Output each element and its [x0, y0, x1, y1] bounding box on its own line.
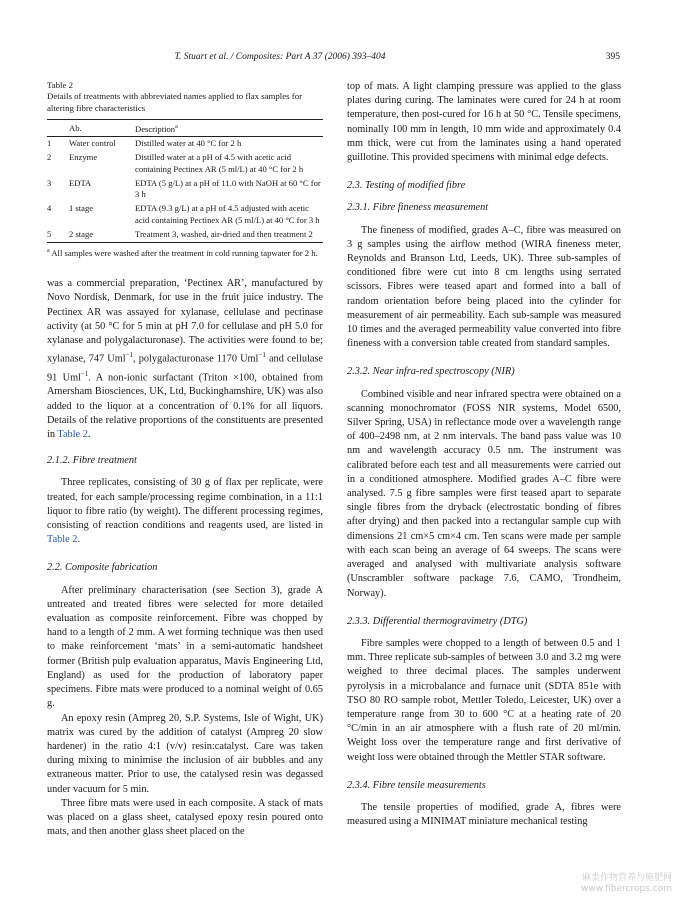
watermark-line-2: www.fibercrops.com [581, 884, 672, 894]
watermark-line-1: 麻类作物营养与施肥网 [581, 873, 672, 883]
nir-paragraph: Combined visible and near infrared spectra were obtained on a scanning monochromator (FOSS NIR systems, Model 6500, Silver Spring, USA) in reflectance mode over a wavelength range of 400–2498 nm, at 2 nm intervals. The band pass value was 10 nm and wavelength accuracy 0.5 nm. The instrument was calibrated before each test and all measurements were carried out in a conditioned atmosphere. Modified grades A–C fibre were analysed. 7.5 g fibre samples were first teased apart to separate single fibres from the dryback (electrostatic bonding of fibres after drying) and then packed into a rectangular sample cup with dimensions 21 cm×5 cm×4 cm. Ten scans were made per sample with each scan being an average of 64 sweeps. The scans were averaged and analysed with multivariate analysis software (Unscrambler software package 7.6, CAMO, Trondheim, Norway). [347, 388, 621, 599]
superscript: −1 [258, 351, 266, 360]
table-row [47, 177, 323, 202]
epoxy-resin-paragraph: An epoxy resin (Ampreg 20, S.P. Systems, Isle of Wight, UK) matrix was cured by the addition of catalyst (Ampreg 20 slow hardener) in the ratio 4:1 (v/v) resin:catalyst. Care was taken during mixing to minimise the inclusion of air bubbles and any extraneous matter. Prior to use, the catalysed resin was degassed under vacuum for 5 min. [47, 712, 323, 795]
header-abbreviation: Ab. [69, 120, 135, 137]
section-heading-2-3-3: 2.3.3. Differential thermogravimetry (DTG) [347, 615, 528, 627]
table-row [47, 137, 323, 152]
row-abbreviation: EDTA [69, 177, 92, 188]
text-segment: , polygalacturonase 1170 Uml [133, 353, 259, 365]
text-segment: . A non-ionic surfactant (Triton ×100, obtained from Amersham Biosciences, UK, Ltd, Buckinghamshire, UK) was also added to the liquor at a concentration of 0.1% for all liquors. Details of the relative proportions of the constituents are presented in [47, 372, 323, 441]
footnote-text: All samples were washed after the treatment in cold running tapwater for 2 h. [49, 247, 318, 258]
running-header [0, 52, 678, 66]
left-column [47, 80, 323, 839]
composite-fabrication-paragraph: After preliminary characterisation (see Section 3), grade A untreated and treated fibres were selected for more detailed evaluation as composite reinforcement. Fibre was chopped by hand to a length of 2 mm. A wet forming technique was then used to make reinforcement ‘mats’ in a semi-automatic handsheet former (British pulp evaluation apparatus, Mavis Engineering Ltd, England) as used for the production of laboratory paper specimens. Fibre mats were produced to a nominal weight of 0.65 g. [47, 584, 323, 710]
text-segment: . [77, 534, 81, 546]
row-number: 4 [47, 203, 52, 214]
row-abbreviation: Water control [69, 138, 116, 149]
superscript: −1 [80, 369, 89, 378]
row-description: EDTA (5 g/L) at a pH of 11.0 with NaOH at 60 °C for 3 h [135, 177, 321, 200]
table-title: Details of treatments with abbreviated names applied to flax samples for altering fibre characteristics [47, 91, 303, 113]
page-number: 395 [605, 52, 620, 62]
table-caption [47, 80, 323, 114]
row-number: 5 [47, 228, 69, 243]
section-heading-2-3-1: 2.3.1. Fibre fineness measurement [347, 202, 489, 214]
pectinex-paragraph [47, 277, 323, 442]
section-heading-2-3: 2.3. Testing of modified fibre [347, 180, 466, 192]
footnote-mark: a [47, 247, 50, 254]
treatments-table [47, 119, 323, 243]
table-row [47, 228, 323, 243]
table-2-link[interactable]: Table 2 [47, 534, 78, 546]
row-abbreviation: 2 stage [69, 228, 135, 243]
text-segment: . [87, 429, 91, 441]
row-description: Treatment 3, washed, air-dried and then treatment 2 [135, 228, 323, 243]
text-segment: and cellulase 91 Uml [47, 353, 323, 384]
right-column [347, 80, 621, 829]
section-heading-2-3-2: 2.3.2. Near infra-red spectroscopy (NIR) [347, 366, 515, 378]
text-segment: Three replicates, consisting of 30 g of flax per replicate, were treated, for each sample/processing regime combination, in a 11:1 liquor to fibre ratio (by weight). The different processing regimes, consisting of reaction conditions and reagents used, are listed in [47, 477, 323, 532]
row-description: Distilled water at a pH of 4.5 with acetic acid containing Pectinex AR (5 ml/L) at 40 °C for 2 h [135, 152, 304, 174]
header-description [135, 120, 323, 137]
row-abbreviation: 1 stage [69, 203, 94, 214]
row-description: EDTA (9.3 g/L) at a pH of 4.5 adjusted with acetic acid containing Pectinex AR (5 ml/L) at 40 °C for 3 h [135, 203, 320, 225]
row-number: 2 [47, 152, 52, 163]
section-heading-2-2: 2.2. Composite fabrication [47, 562, 158, 574]
header-description-label: Description [135, 124, 176, 135]
table-row [47, 202, 323, 227]
row-number: 3 [47, 177, 52, 188]
watermark [581, 873, 672, 895]
table-header-row [47, 120, 323, 137]
tensile-paragraph: The tensile properties of modified, grade A, fibres were measured using a MINIMAT miniature mechanical testing [347, 801, 621, 828]
dtg-paragraph: Fibre samples were chopped to a length of between 0.5 and 1 mm. Three replicate sub-samples of between 3.0 and 3.2 mg were weighed to three decimal places. The samples underwent pyrolysis in a microbalance and furnace unit (SDTA 851e with TSO 80 RO sample robot, Mettler Toledo, Leicester, UK) over a temperature range from 30 to 600 °C at a heating rate of 20 °C/min in an air atmosphere with a flush rate of 20 ml/min. Weight loss over the temperature range and first derivative of weight loss were obtained through the Mettler STAR software. [347, 637, 621, 763]
row-abbreviation: Enzyme [69, 152, 98, 163]
journal-citation: T. Stuart et al. / Composites: Part A 37 (2006) 393–404 [174, 52, 386, 62]
fibre-treatment-paragraph [47, 476, 323, 547]
table-row [47, 151, 323, 176]
section-heading-2-3-4: 2.3.4. Fibre tensile measurements [347, 779, 486, 791]
row-number: 1 [47, 138, 52, 149]
text-segment: was a commercial preparation, ‘Pectinex AR’, manufactured by Novo Nordisk, Denmark, for use in the fruit juice industry. The Pectinex AR was assayed for xylanase, cellulase and pectinase activity (at 50 °C for 5 min at pH 7.0 for cellulase and pH 5.0 for xylanase and polygalacturonase). The activities were found to be; xylanase, 747 Uml [47, 278, 323, 365]
fibre-mats-paragraph: Three fibre mats were used in each composite. A stack of mats was placed on a glass sheet, catalysed epoxy resin poured onto mats, and then another glass sheet placed on the [47, 797, 323, 838]
fineness-paragraph: The fineness of modified, grades A–C, fibre was measured on 3 g samples using the airflow method (WIRA fineness meter, Reynolds and Branson Ltd, Leeds, UK). Three sub-samples of conditioned fibre were cut into 8 cm lengths using serrated scissors. Fibres were teased apart and formed into a ball of random orientation before being placed into the cylinder for measurement of air permeability. Each sub-sample was measured 10 times and the averaged permeability value converted into fibre fineness with a conversion table created from standard samples. [347, 224, 621, 350]
section-heading-2-1-2: 2.1.2. Fibre treatment [47, 455, 137, 467]
header-number [47, 120, 69, 137]
row-description: Distilled water at 40 °C for 2 h [135, 138, 242, 149]
table-footnote [47, 246, 323, 259]
superscript: −1 [125, 351, 134, 360]
table-2-link[interactable]: Table 2 [57, 429, 88, 441]
header-footnote-mark: a [175, 124, 178, 131]
table-label: Table 2 [47, 80, 74, 90]
curing-paragraph: top of mats. A light clamping pressure was applied to the glass plates during curing. The laminates were cured for 24 h at room temperature, then post-cured for 16 h at 50 °C. Tensile specimens, nominally 100 mm in length, 10 mm wide and approximately 0.4 mm thick, were cut from the laminates using a hand operated guillotine. This provided specimens with minimal edge defects. [347, 81, 621, 164]
